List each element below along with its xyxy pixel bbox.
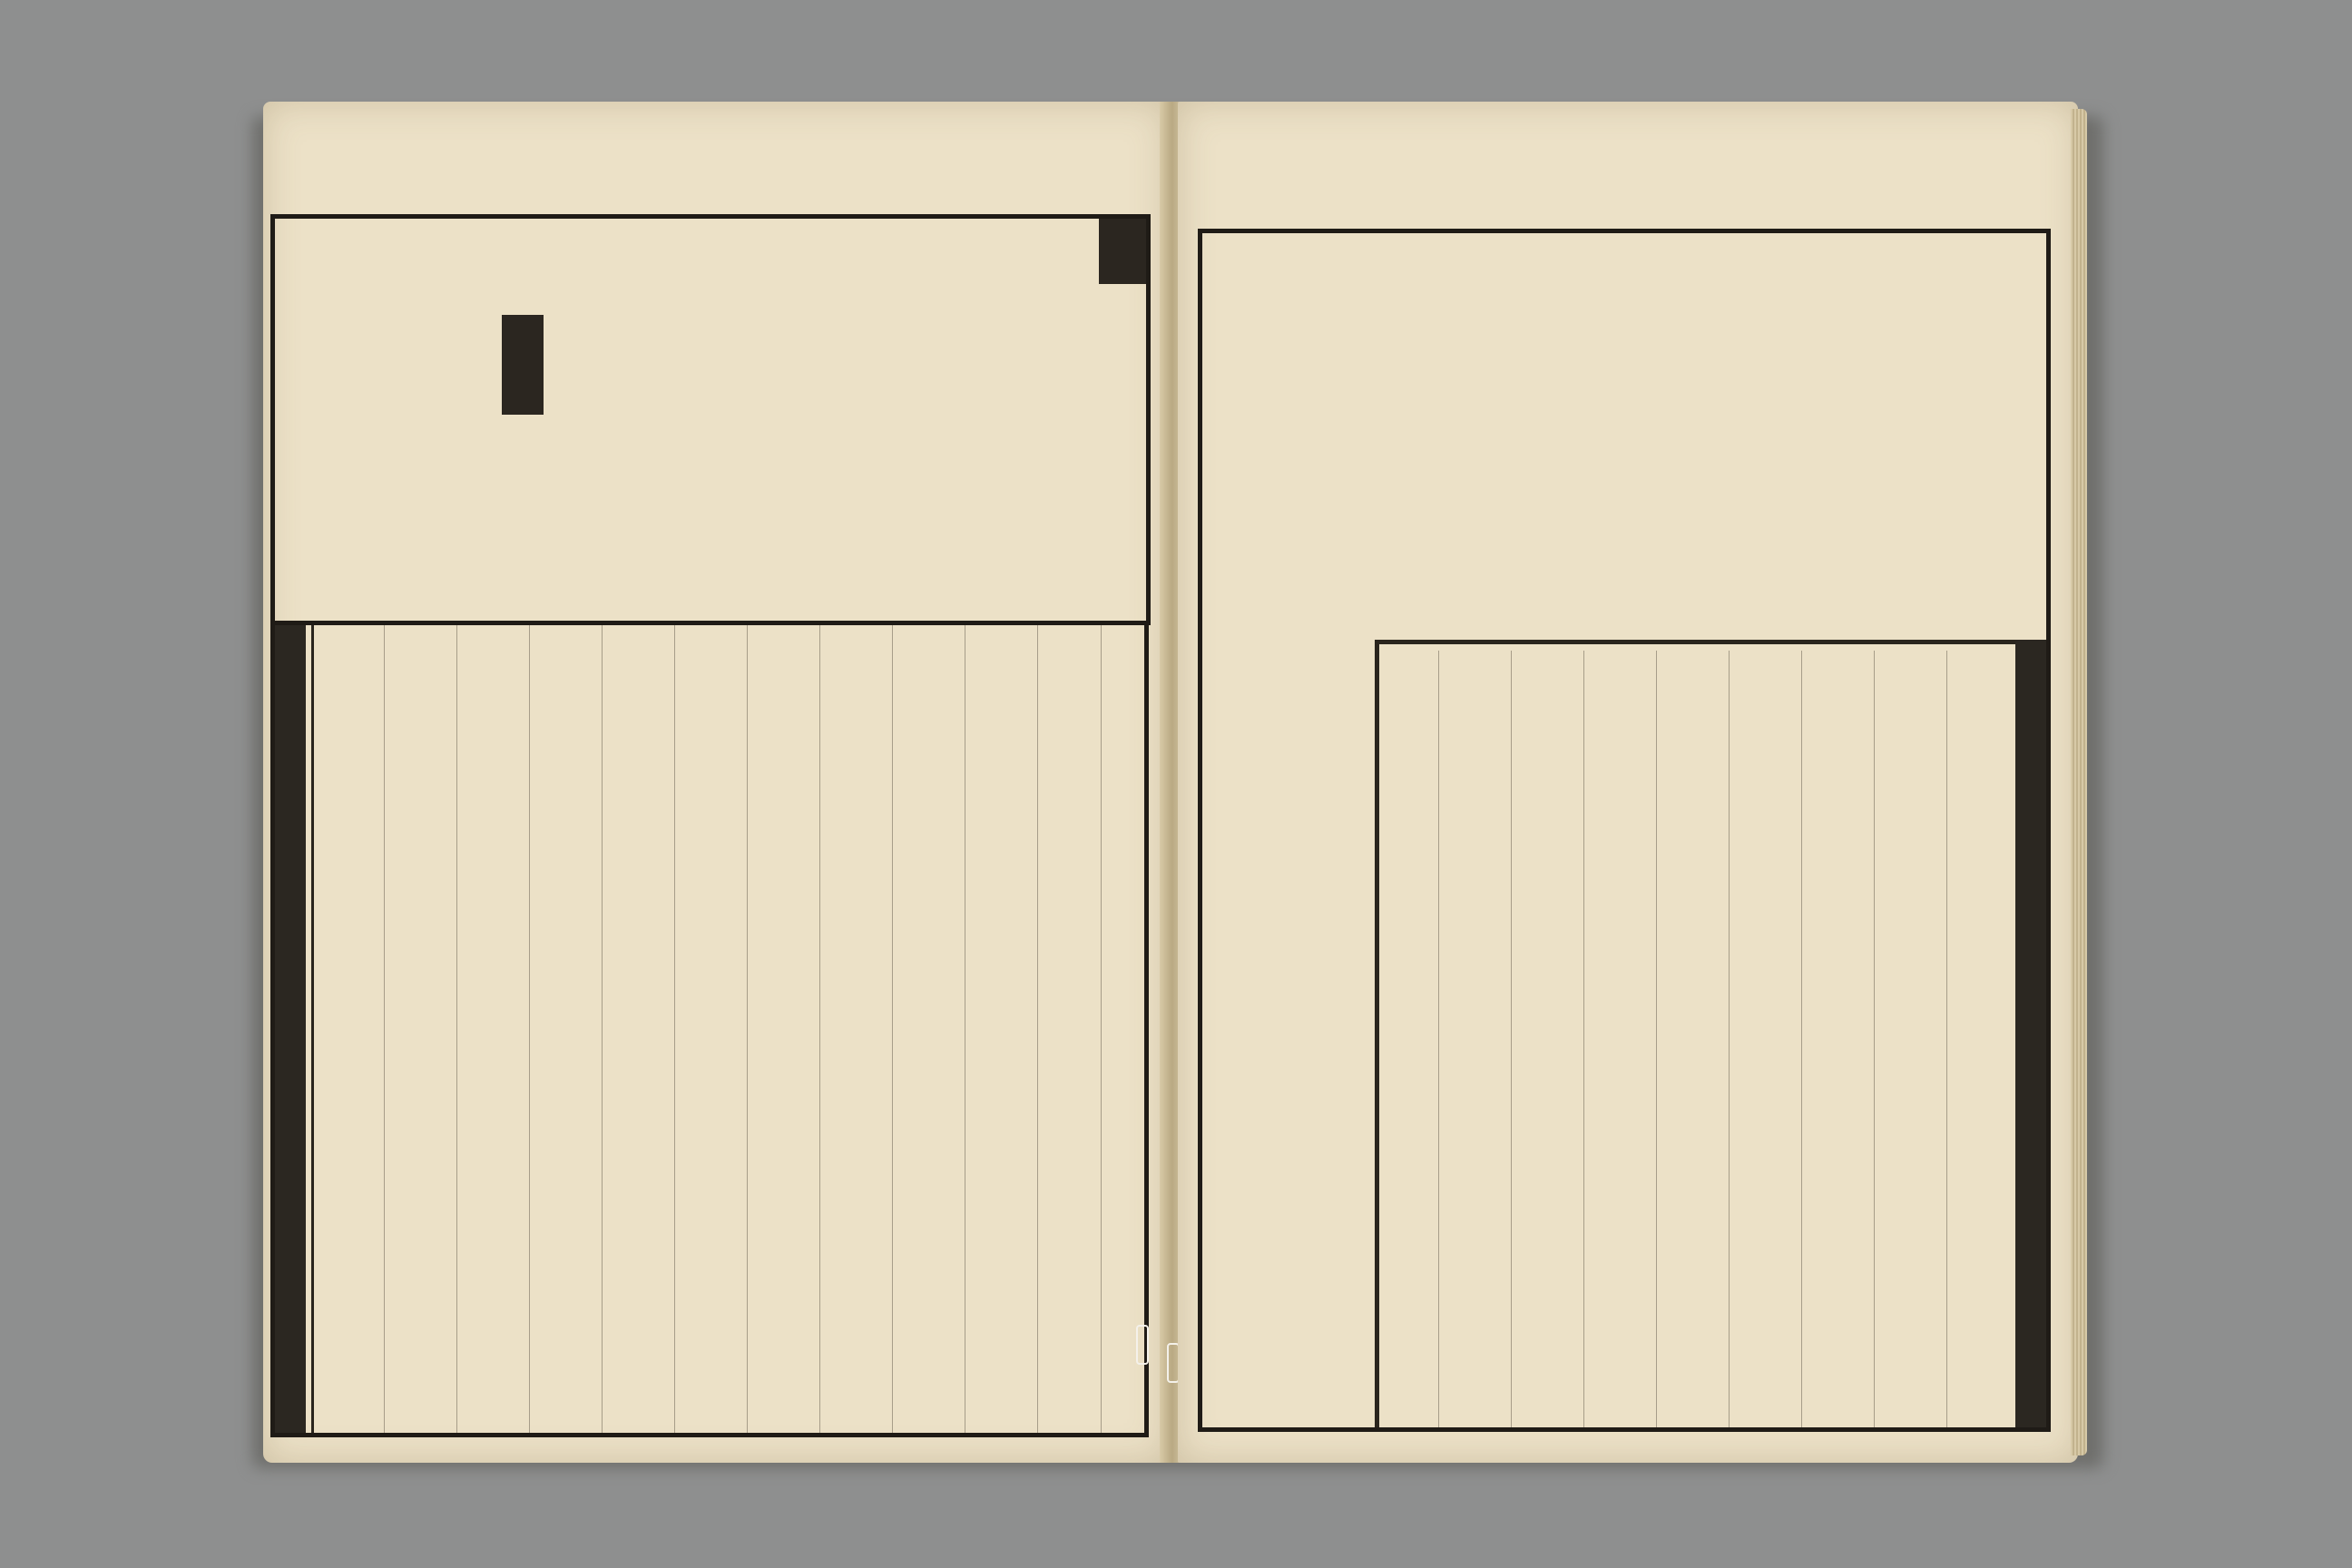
left-label-tab-upper bbox=[1099, 219, 1146, 284]
column-rule bbox=[1656, 651, 1657, 1427]
column-rule bbox=[674, 625, 675, 1433]
column-rule bbox=[1438, 651, 1439, 1427]
left-main-text bbox=[320, 625, 1135, 1433]
left-label-tab-lower bbox=[502, 315, 544, 415]
left-headnote-frame bbox=[270, 214, 1151, 625]
binding-thread bbox=[1136, 1325, 1149, 1365]
column-rule bbox=[1874, 651, 1875, 1427]
right-headnote-text bbox=[1211, 233, 2037, 632]
column-rule bbox=[747, 625, 748, 1433]
column-rule bbox=[1729, 651, 1730, 1427]
column-rule bbox=[1946, 651, 1947, 1427]
column-rule bbox=[1037, 625, 1038, 1433]
left-page bbox=[263, 102, 1167, 1463]
column-rule bbox=[1101, 625, 1102, 1433]
column-rule bbox=[1583, 651, 1584, 1427]
column-rule bbox=[1511, 651, 1512, 1427]
right-headnote-side-rule bbox=[1375, 640, 1379, 1427]
column-rule bbox=[529, 625, 530, 1433]
right-outer-frame bbox=[1198, 229, 2051, 1432]
left-inner-rule bbox=[311, 625, 314, 1433]
column-rule bbox=[1801, 651, 1802, 1427]
left-folio bbox=[276, 791, 299, 1227]
right-page bbox=[1178, 102, 2078, 1463]
left-headnote-text bbox=[284, 219, 1137, 625]
page-edge-stack bbox=[2071, 109, 2087, 1455]
right-main-text bbox=[1384, 651, 1992, 1427]
column-rule bbox=[892, 625, 893, 1433]
column-rule bbox=[456, 625, 457, 1433]
left-main-text-frame bbox=[270, 621, 1149, 1437]
right-top-margin-annotation bbox=[1385, 120, 1521, 229]
right-headnote-rule bbox=[1375, 640, 2046, 644]
column-rule bbox=[819, 625, 820, 1433]
column-rule bbox=[384, 625, 385, 1433]
column-rule bbox=[602, 625, 603, 1433]
right-folio bbox=[2013, 555, 2036, 1100]
